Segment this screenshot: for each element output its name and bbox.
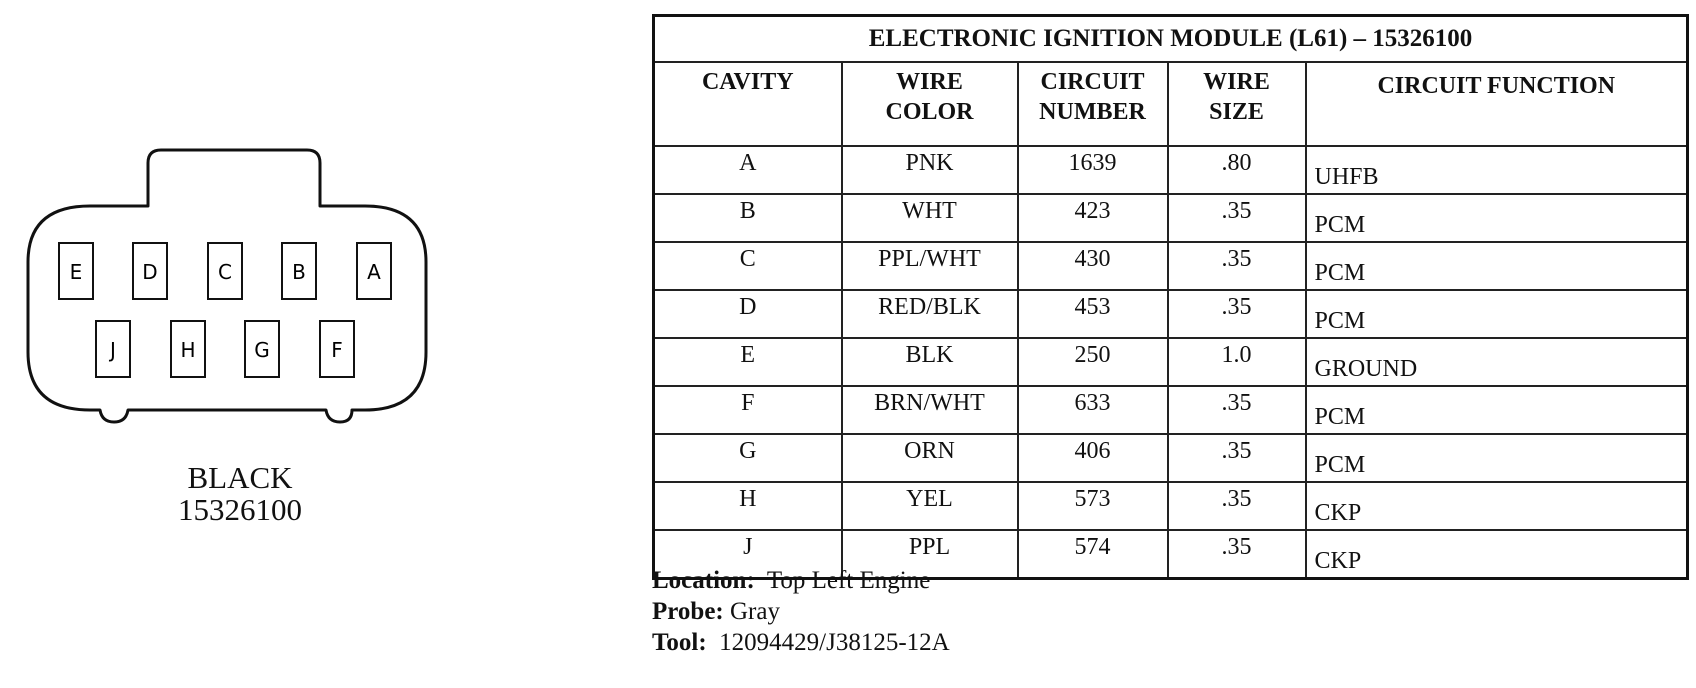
table-row <box>654 242 1688 290</box>
pin-label: G <box>254 338 270 362</box>
cell-wire-size: .35 <box>1168 434 1306 482</box>
table-row <box>654 338 1688 386</box>
cell-wire-size: 1.0 <box>1168 338 1306 386</box>
cell-cavity: E <box>654 338 842 386</box>
connector-part-number: 15326100 <box>178 492 302 527</box>
pin-label: D <box>142 260 158 284</box>
table-row <box>654 482 1688 530</box>
pin-label: B <box>292 260 306 284</box>
cell-circuit-number: 453 <box>1018 290 1168 338</box>
cell-circuit-function: PCM <box>1306 290 1688 338</box>
cell-circuit-number: 406 <box>1018 434 1168 482</box>
cell-circuit-function: PCM <box>1306 242 1688 290</box>
probe-note: Probe: Gray <box>652 598 780 625</box>
cell-wire-color: PNK <box>842 146 1018 194</box>
pin-cavity-b <box>282 243 316 299</box>
header-wire-size: WIRE SIZE <box>1168 62 1306 146</box>
header-cavity: CAVITY <box>654 62 842 146</box>
pin-label: J <box>110 338 116 362</box>
cell-wire-color: YEL <box>842 482 1018 530</box>
table-title: ELECTRONIC IGNITION MODULE (L61) – 15326100 <box>654 16 1688 63</box>
cell-circuit-function: CKP <box>1306 482 1688 530</box>
cell-cavity: J <box>654 530 842 579</box>
cell-cavity: G <box>654 434 842 482</box>
cell-wire-color: PPL/WHT <box>842 242 1018 290</box>
cell-wire-size: .35 <box>1168 530 1306 579</box>
table-row <box>654 146 1688 194</box>
table-header-row <box>654 62 1688 146</box>
cell-wire-size: .35 <box>1168 194 1306 242</box>
header-circuit-function: CIRCUIT FUNCTION <box>1306 62 1688 146</box>
cell-circuit-number: 574 <box>1018 530 1168 579</box>
bottom-pin-row <box>96 321 354 377</box>
cell-cavity: H <box>654 482 842 530</box>
tool-note: Tool: 12094429/J38125-12A <box>652 629 950 656</box>
cell-wire-size: .35 <box>1168 242 1306 290</box>
cell-wire-color: PPL <box>842 530 1018 579</box>
cell-wire-size: .35 <box>1168 482 1306 530</box>
cell-circuit-function: PCM <box>1306 386 1688 434</box>
pin-label: H <box>180 338 196 362</box>
pin-cavity-e <box>59 243 93 299</box>
table-row <box>654 386 1688 434</box>
cell-cavity: C <box>654 242 842 290</box>
cell-wire-size: .80 <box>1168 146 1306 194</box>
cell-circuit-number: 423 <box>1018 194 1168 242</box>
table-row <box>654 290 1688 338</box>
cell-circuit-function: GROUND <box>1306 338 1688 386</box>
cell-circuit-function: UHFB <box>1306 146 1688 194</box>
table-row <box>654 434 1688 482</box>
cell-wire-size: .35 <box>1168 290 1306 338</box>
cell-cavity: B <box>654 194 842 242</box>
pin-cavity-f <box>320 321 354 377</box>
cell-wire-color: WHT <box>842 194 1018 242</box>
pin-label: E <box>69 260 83 284</box>
cell-wire-color: BRN/WHT <box>842 386 1018 434</box>
pin-label: F <box>331 338 343 362</box>
pin-cavity-a <box>357 243 391 299</box>
pin-cavity-c <box>208 243 242 299</box>
connector-notes <box>652 565 950 658</box>
pin-cavity-d <box>133 243 167 299</box>
top-pin-row <box>59 243 391 299</box>
cell-circuit-number: 1639 <box>1018 146 1168 194</box>
connector-outline <box>28 150 426 422</box>
pin-label: A <box>367 260 381 284</box>
connector-caption <box>120 462 360 526</box>
table-row <box>654 194 1688 242</box>
pin-cavity-g <box>245 321 279 377</box>
pin-label: C <box>218 260 232 284</box>
cell-wire-size: .35 <box>1168 386 1306 434</box>
cell-circuit-number: 633 <box>1018 386 1168 434</box>
cell-circuit-function: PCM <box>1306 434 1688 482</box>
cell-circuit-number: 573 <box>1018 482 1168 530</box>
pin-cavity-h <box>171 321 205 377</box>
header-wire-color: WIRE COLOR <box>842 62 1018 146</box>
cell-circuit-function: PCM <box>1306 194 1688 242</box>
location-note: Location: Top Left Engine <box>652 567 931 594</box>
header-circuit-number: CIRCUIT NUMBER <box>1018 62 1168 146</box>
cell-cavity: A <box>654 146 842 194</box>
pinout-table <box>652 14 1689 580</box>
cell-wire-color: RED/BLK <box>842 290 1018 338</box>
cell-wire-color: BLK <box>842 338 1018 386</box>
cell-circuit-number: 430 <box>1018 242 1168 290</box>
cell-wire-color: ORN <box>842 434 1018 482</box>
cell-cavity: F <box>654 386 842 434</box>
cell-circuit-function: CKP <box>1306 530 1688 579</box>
connector-color-label: BLACK <box>187 460 293 495</box>
pin-cavity-j <box>96 321 130 377</box>
cell-cavity: D <box>654 290 842 338</box>
cell-circuit-number: 250 <box>1018 338 1168 386</box>
